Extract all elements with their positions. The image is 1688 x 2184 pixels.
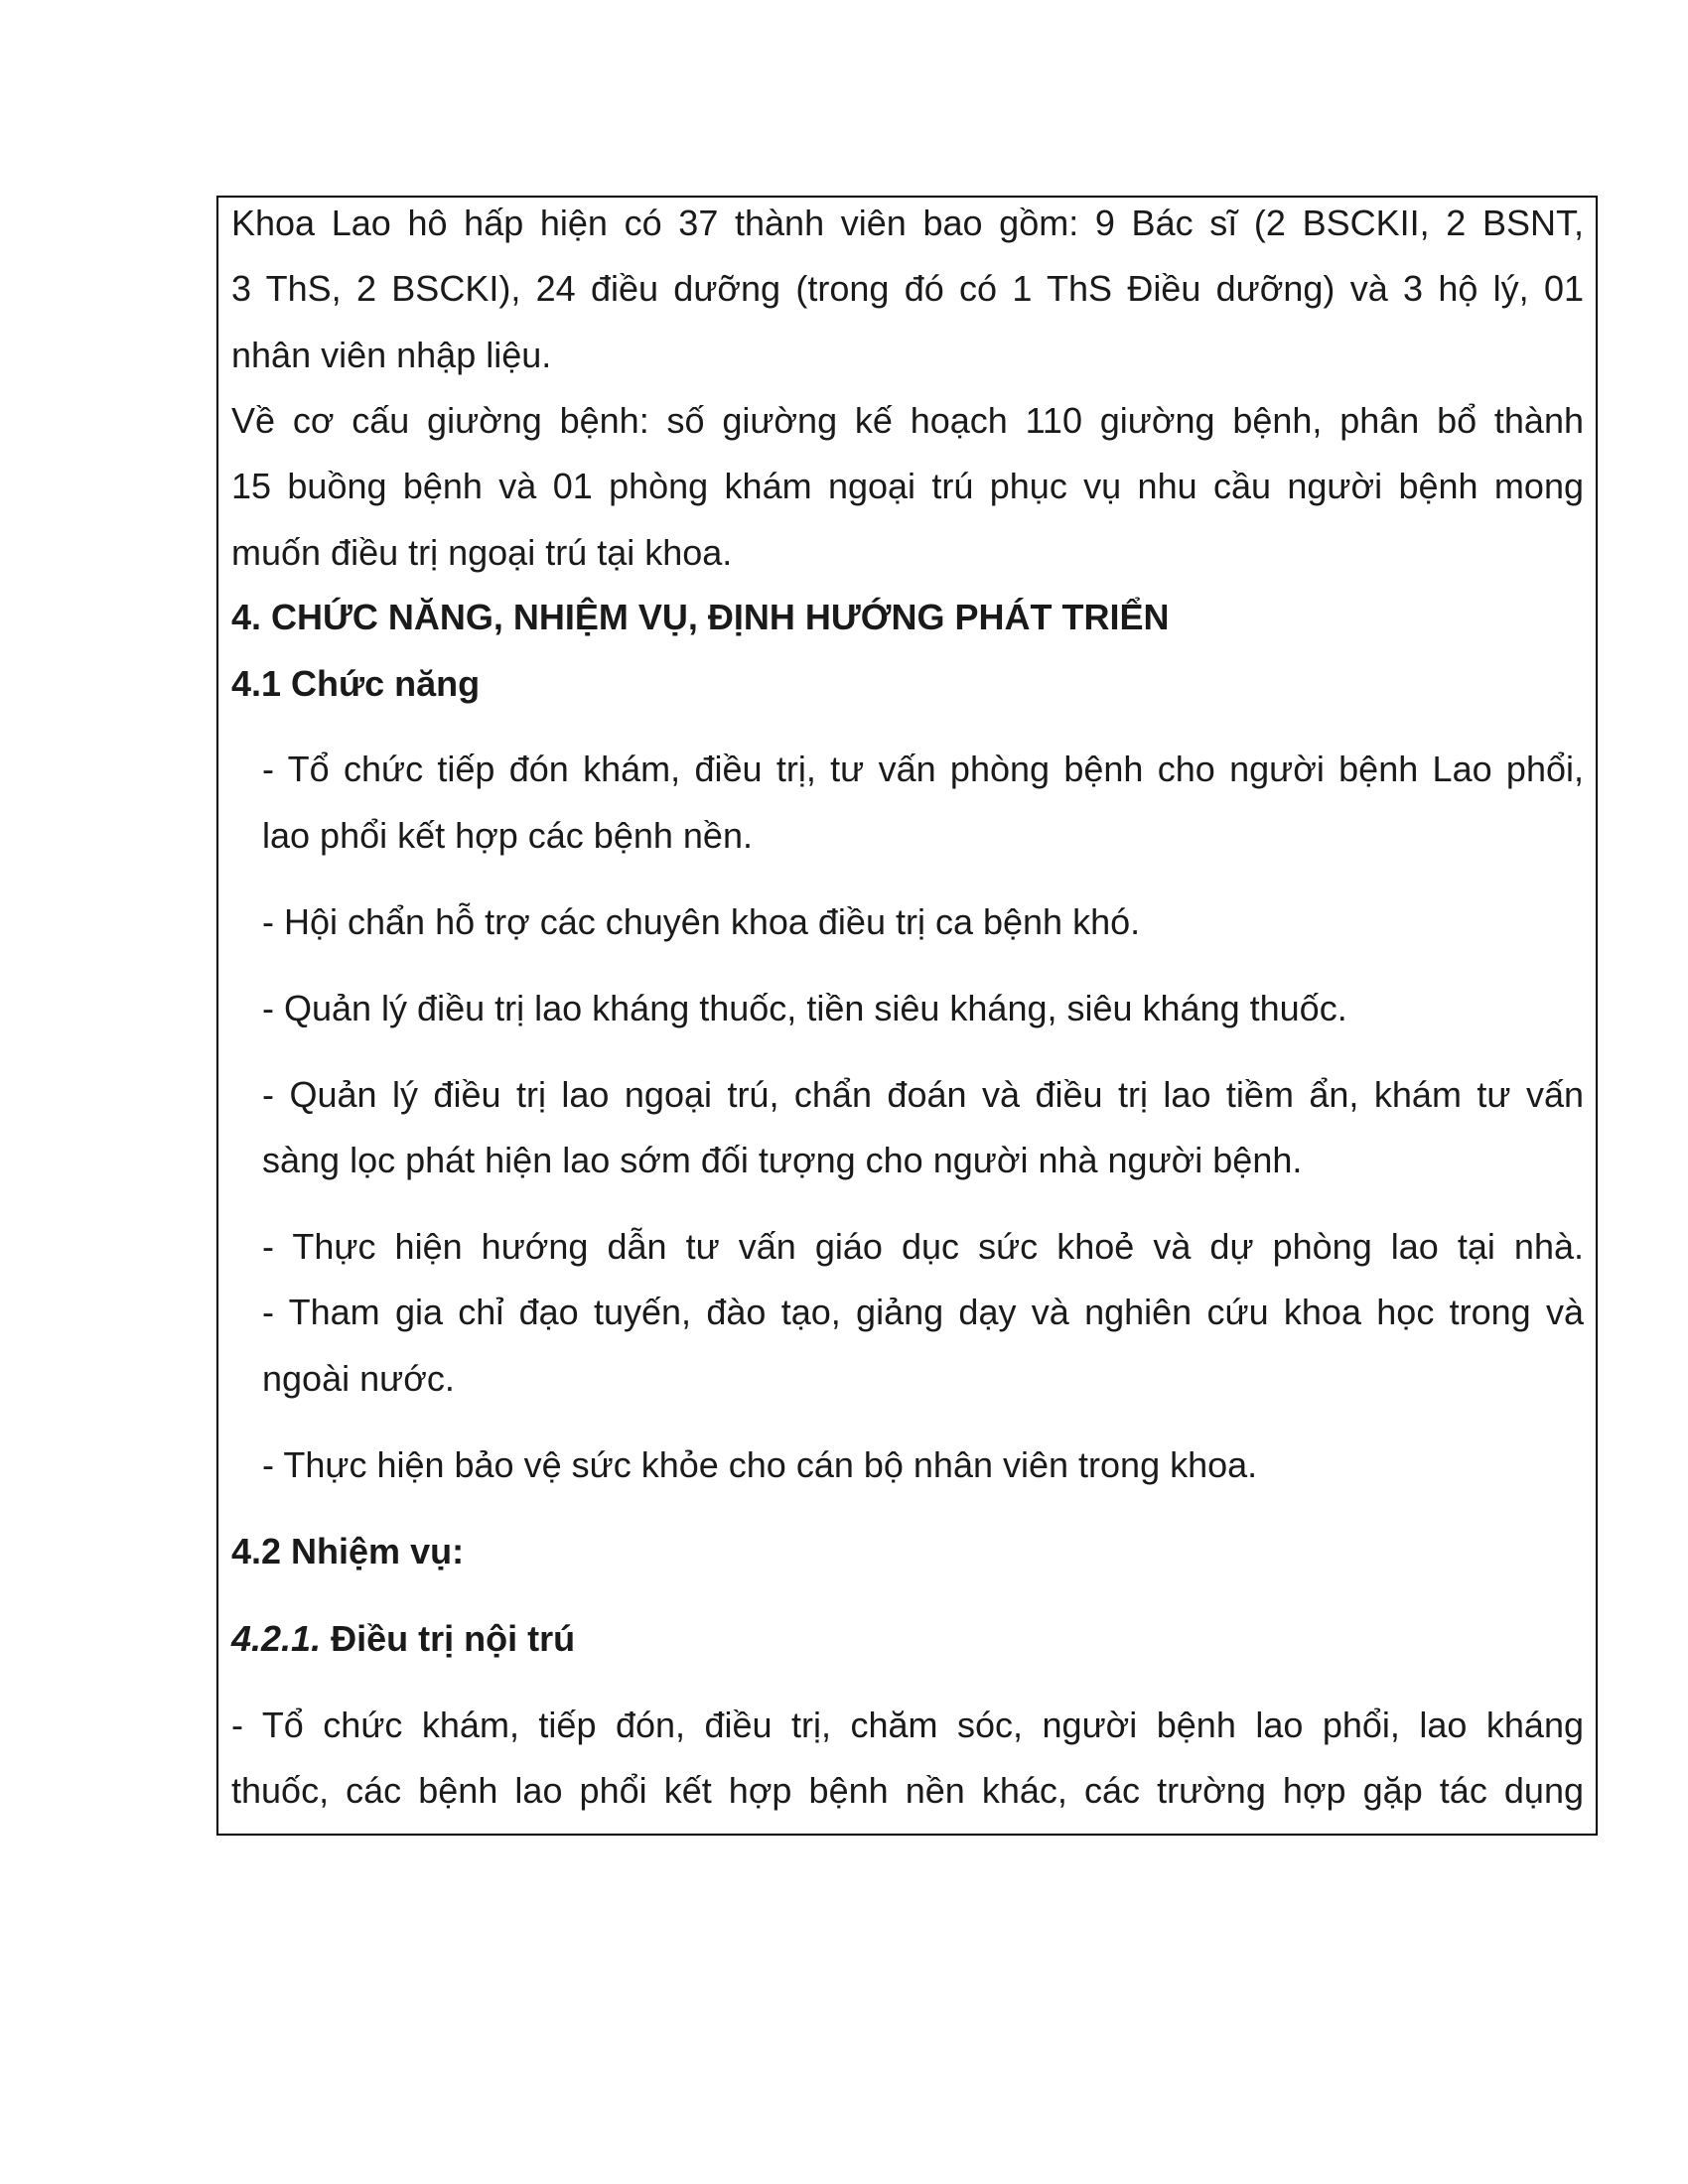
subsection-heading-functions: 4.1 Chức năng <box>231 663 481 704</box>
subsection-title: Điều trị nội trú <box>321 1618 576 1659</box>
intro-line-1: Khoa Lao hô hấp hiện có 37 thành viên bao gồm: 9 Bác sĩ (2 BSCKII, 2 BSNT, <box>231 203 1584 243</box>
function-item-5: - Thực hiện hướng dẫn tư vấn giáo dục sức khoẻ và dự phòng lao tại nhà. <box>262 1226 1584 1267</box>
function-item-7: - Thực hiện bảo vệ sức khỏe cho cán bộ nhân viên trong khoa. <box>262 1444 1258 1485</box>
function-item-4-line-2: sàng lọc phát hiện lao sớm đối tượng cho người nhà người bệnh. <box>262 1140 1303 1180</box>
intro-line-2: 3 ThS, 2 BSCKI), 24 điều dưỡng (trong đó có 1 ThS Điều dưỡng) và 3 hộ lý, 01 <box>231 268 1584 309</box>
function-item-6-line-1: - Tham gia chỉ đạo tuyến, đào tạo, giảng dạy và nghiên cứu khoa học trong và <box>262 1292 1584 1332</box>
subsection-heading-duties: 4.2 Nhiệm vụ: <box>231 1531 465 1571</box>
function-item-4-line-1: - Quản lý điều trị lao ngoại trú, chẩn đoán và điều trị lao tiềm ẩn, khám tư vấn <box>262 1074 1584 1115</box>
beds-line-3: muốn điều trị ngoại trú tại khoa. <box>231 532 733 573</box>
beds-line-1: Về cơ cấu giường bệnh: số giường kế hoạch 110 giường bệnh, phân bổ thành <box>231 400 1584 441</box>
intro-line-3: nhân viên nhập liệu. <box>231 335 552 375</box>
content-frame <box>216 196 1598 1836</box>
function-item-6-line-2: ngoài nước. <box>262 1358 455 1399</box>
function-item-1-line-2: lao phổi kết hợp các bệnh nền. <box>262 815 753 856</box>
section-heading: 4. CHỨC NĂNG, NHIỆM VỤ, ĐỊNH HƯỚNG PHÁT TRIỂN <box>231 597 1170 637</box>
function-item-2: - Hội chẩn hỗ trợ các chuyên khoa điều trị ca bệnh khó. <box>262 901 1141 942</box>
function-item-1-line-1: - Tổ chức tiếp đón khám, điều trị, tư vấn phòng bệnh cho người bệnh Lao phổi, <box>262 749 1584 789</box>
inpatient-line-1: - Tổ chức khám, tiếp đón, điều trị, chăm sóc, người bệnh lao phổi, lao kháng <box>231 1705 1584 1745</box>
inpatient-line-2: thuốc, các bệnh lao phổi kết hợp bệnh nền khác, các trường hợp gặp tác dụng <box>231 1770 1584 1811</box>
function-item-3: - Quản lý điều trị lao kháng thuốc, tiền siêu kháng, siêu kháng thuốc. <box>262 988 1347 1028</box>
subsection-number: 4.2.1. <box>231 1618 322 1659</box>
subsection-heading-inpatient <box>231 1617 575 1661</box>
beds-line-2: 15 buồng bệnh và 01 phòng khám ngoại trú phục vụ nhu cầu người bệnh mong <box>231 466 1584 506</box>
